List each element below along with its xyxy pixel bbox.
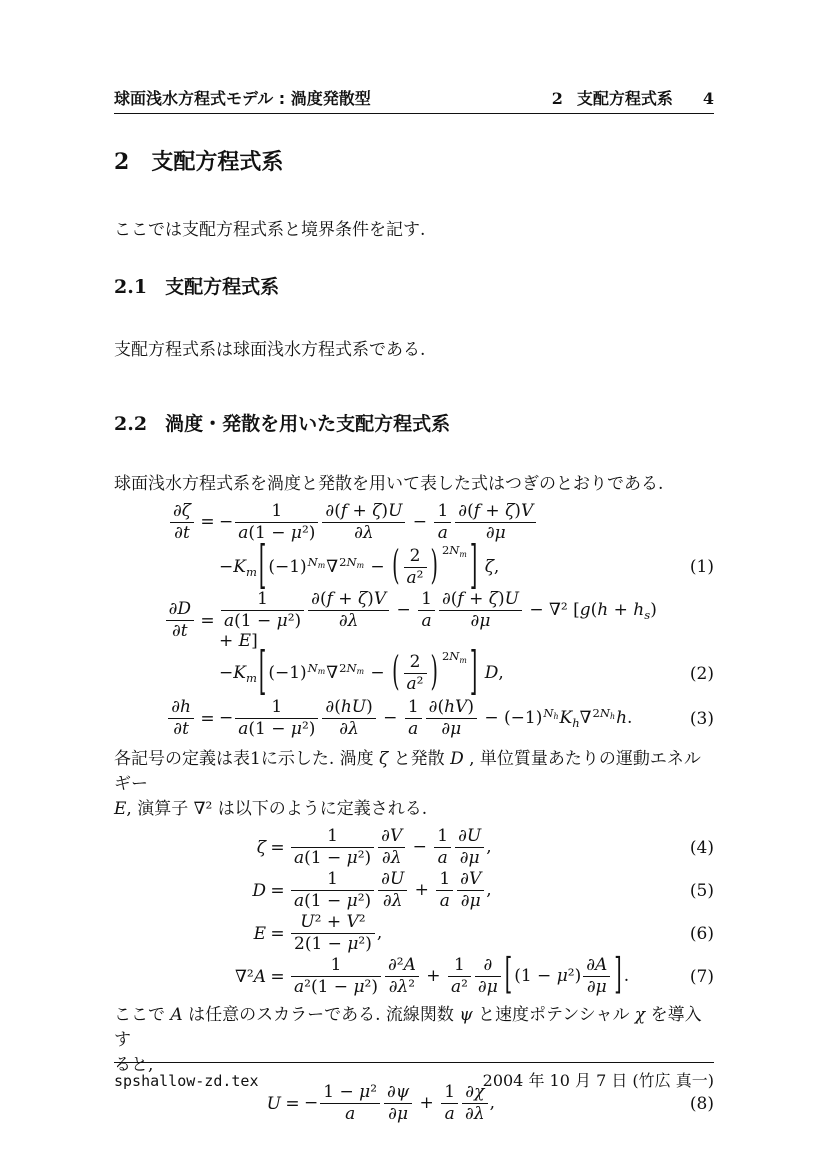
equation-number: (8): [689, 1093, 714, 1114]
fraction: $\frac{1}{a}$: [405, 698, 422, 739]
big-delimiter: ]: [469, 536, 478, 596]
equation-number: (2): [689, 663, 714, 684]
fraction: $\frac{\text{∂²A}}{\text{∂λ²}}$: [385, 956, 419, 997]
equation-number: (3): [689, 708, 714, 729]
equation-group-4-7: [114, 826, 714, 998]
subsection-title: 渦度・発散を用いた支配方程式系: [165, 413, 451, 436]
fraction: $\frac{\text{U² + V²}}{\text{2(1 − μ²)}}$: [291, 913, 375, 954]
fraction: $\frac{2}{\text{a²}}$: [404, 653, 427, 694]
equation-rhs: − $\frac{1}{\text{a(1 − μ²)}}$ $\frac{\partial(f + \zeta)U}{\partial\lambda}$ − $\frac{1}{a}$ $\frac{\partial(f + \zeta)V}{\partial\mu}$: [219, 502, 670, 543]
section-number: 2: [114, 149, 130, 175]
big-delimiter: ): [430, 542, 438, 590]
fraction: $\frac{2}{\text{a²}}$: [404, 547, 427, 588]
big-delimiter: ): [430, 648, 438, 696]
subsection-heading-2-1: [114, 276, 714, 299]
equation-relation: =: [200, 708, 215, 729]
section-title: 支配方程式系: [151, 150, 284, 175]
fraction: $\frac{1}{a}$: [436, 870, 453, 911]
equation-relation: =: [270, 837, 285, 858]
big-delimiter: (: [392, 648, 400, 696]
fraction: $\frac{\partial U}{\partial\lambda}$: [378, 870, 407, 911]
paragraph-symbol-defs-line2: E, 演算子 ∇² は以下のように定義される.: [114, 799, 428, 820]
equation-rhs: $\frac{1}{\text{a(1 − μ²)}}$ $\frac{\partial V}{\partial\lambda}$ − $\frac{1}{a}$ $\frac{\partial U}{\partial\mu}$ ,: [289, 827, 670, 868]
equation-lhs: ∇²A: [235, 966, 266, 987]
equation-lhs: ζ: [256, 837, 266, 858]
equation-group-1-3: [114, 500, 714, 741]
equation-rhs: − $\frac{1}{\text{a(1 − μ²)}}$ $\frac{\partial(hU)}{\partial\lambda}$ − $\frac{1}{a}$ $\frac{\partial(hV)}{\partial\mu}$ − $(-1)^{N_h}K_h\nabla^{2N_h}h$.: [219, 697, 633, 740]
equation-row: [114, 950, 714, 1000]
paragraph-symbol-defs-line1: 各記号の定義は表1に示した. 渦度 ζ と発散 D , 単位質量あたりの運動エネルギー: [114, 749, 701, 795]
paragraph-streamfunction-line1: ここで A は任意のスカラーである. 流線関数 ψ と速度ポテンシャル χ を導入す: [114, 1005, 702, 1051]
equation-row: [114, 696, 714, 741]
fraction: $\frac{1}{\text{a(1 − μ²)}}$: [235, 698, 318, 739]
big-delimiter: [: [258, 642, 267, 702]
section-heading-2: [114, 149, 714, 176]
equation-relation: =: [200, 610, 215, 631]
fraction: $\frac{\partial V}{\partial\mu}$: [457, 870, 484, 911]
equation-lhs: [114, 698, 196, 739]
page-footer: [114, 1062, 714, 1091]
fraction: $\frac{\partial}{\partial\mu}$: [475, 956, 501, 997]
fraction: $\frac{1}{a}$: [434, 827, 451, 868]
fraction: $\frac{\text{1 − μ²}}{a}$: [320, 1083, 380, 1124]
subsection-number: 2.1: [114, 276, 148, 299]
fraction: $\frac{\partial(f + \zeta)V}{\partial\mu}$: [455, 502, 536, 543]
equation-lhs: D: [252, 880, 266, 901]
big-delimiter: ]: [469, 642, 478, 702]
fraction: $\frac{\partial D}{\partial t}$: [166, 600, 194, 641]
fraction: $\frac{1}{\text{a(1 − μ²)}}$: [291, 827, 374, 868]
fraction: $\frac{1}{\text{a²}}$: [448, 956, 471, 997]
fraction: $\frac{1}{a}$: [434, 502, 451, 543]
equation-row: [114, 590, 714, 651]
equation-row: [114, 912, 714, 955]
footer-rule: [114, 1062, 714, 1063]
equation-number: (5): [689, 880, 714, 901]
fraction: $\frac{\partial\chi}{\partial\lambda}$: [462, 1083, 488, 1124]
equation-row: [114, 826, 714, 869]
fraction: $\frac{\partial\psi}{\partial\mu}$: [384, 1083, 412, 1124]
fraction: $\frac{\partial h}{\partial t}$: [168, 698, 194, 739]
fraction: $\frac{\partial\zeta}{\partial t}$: [170, 502, 194, 543]
fraction: $\frac{1}{a}$: [418, 590, 435, 631]
big-delimiter: [: [258, 536, 267, 596]
equation-relation: =: [270, 966, 285, 987]
paragraph-governing: 支配方程式系は球面浅水方程式系である.: [114, 340, 426, 361]
equation-relation: =: [285, 1093, 300, 1114]
equation-rhs: $\frac{\text{U² + V²}}{\text{2(1 − μ²)}}$ ,: [289, 913, 670, 954]
equation-rhs: $\frac{1}{\text{a(1 − μ²)}}$ $\frac{\partial(f + \zeta)V}{\partial\lambda}$ − $\frac{1}{a}$ $\frac{\partial(f + \zeta)U}{\partial\mu}$ − ∇² $[g(h + h_s) + E]$: [219, 588, 657, 652]
paragraph-intro: ここでは支配方程式系と境界条件を記す.: [114, 220, 426, 241]
equation-row: [114, 642, 714, 702]
fraction: $\frac{\partial V}{\partial\lambda}$: [378, 827, 405, 868]
equation-lhs: [114, 502, 196, 543]
running-header: [114, 86, 714, 107]
equation-rhs: $\frac{1}{\text{a(1 − μ²)}}$ $\frac{\partial U}{\partial\lambda}$ + $\frac{1}{a}$ $\frac{\partial V}{\partial\mu}$ ,: [289, 870, 670, 911]
fraction: $\frac{1}{\text{a²(1 − μ²)}}$: [291, 956, 381, 997]
big-delimiter: ]: [614, 950, 622, 1000]
subsection-number: 2.2: [114, 413, 148, 436]
fraction: $\frac{1}{\text{a(1 − μ²)}}$: [291, 870, 374, 911]
fraction: $\frac{\partial(f + \zeta)V}{\partial\lambda}$: [308, 590, 389, 631]
big-delimiter: (: [392, 542, 400, 590]
equation-rhs: $-K_m$ [ $(-1)^{N_m}\nabla^{2N_m}$ − ( $\frac{2}{\text{a²}}$ ) $^{2N_m}$ ] ζ,: [219, 536, 500, 596]
fraction: $\frac{\partial(f + \zeta)U}{\partial\lambda}$: [322, 502, 405, 543]
header-rule: [114, 113, 714, 114]
fraction: $\frac{1}{\text{a(1 − μ²)}}$: [235, 502, 318, 543]
equation-row: [114, 500, 714, 545]
subsection-title: 支配方程式系: [165, 276, 280, 299]
equation-rhs: $-K_m$ [ $(-1)^{N_m}\nabla^{2N_m}$ − ( $\frac{2}{\text{a²}}$ ) $^{2N_m}$ ] D,: [219, 642, 504, 702]
equation-row: [114, 536, 714, 596]
equation-relation: =: [270, 880, 285, 901]
equation-rhs: − $\frac{\text{1 − μ²}}{a}$ $\frac{\partial\psi}{\partial\mu}$ + $\frac{1}{a}$ $\frac{\partial\chi}{\partial\lambda}$ ,: [304, 1082, 496, 1125]
header-section: [552, 86, 673, 109]
header-title: 球面浅水方程式モデル : 渦度発散型: [114, 89, 371, 108]
page-number: 4: [702, 89, 714, 108]
equation-rhs: $\frac{1}{\text{a²(1 − μ²)}}$ $\frac{\text{∂²A}}{\text{∂λ²}}$ + $\frac{1}{\text{a²}}$ $\frac{\partial}{\partial\mu}$ [ (1 − μ²) $\frac{\partial A}{\partial\mu}$ ] .: [289, 956, 670, 997]
footer-filename: spshallow-zd.tex: [114, 1072, 259, 1090]
equation-row: [114, 869, 714, 912]
fraction: $\frac{\partial(f + \zeta)U}{\partial\mu}$: [439, 590, 522, 631]
equation-lhs: U: [266, 1093, 281, 1114]
equation-number: (6): [689, 923, 714, 944]
fraction: $\frac{\partial(hV)}{\partial\mu}$: [426, 698, 477, 739]
fraction: $\frac{\partial A}{\partial\mu}$: [583, 956, 610, 997]
fraction: $\frac{1}{a}$: [441, 1083, 458, 1124]
paragraph-vorticity-intro: 球面浅水方程式系を渦度と発散を用いて表した式はつぎのとおりである.: [114, 473, 664, 494]
footer-date: 2004 年 10 月 7 日 (竹広 真一): [482, 1071, 714, 1090]
header-section-title: 支配方程式系: [576, 89, 673, 108]
equation-lhs: E: [253, 923, 266, 944]
fraction: $\frac{1}{\text{a(1 − μ²)}}$: [221, 590, 304, 631]
big-delimiter: [: [504, 950, 513, 1000]
fraction: $\frac{\partial(hU)}{\partial\lambda}$: [322, 698, 375, 739]
subsection-heading-2-2: [114, 413, 714, 436]
equation-lhs: [114, 600, 196, 641]
equation-number: (1): [689, 557, 714, 578]
equation-number: (4): [689, 837, 714, 858]
paragraph-streamfunction-line2: ると,: [114, 1055, 154, 1076]
equation-relation: =: [200, 512, 215, 533]
equation-number: (7): [689, 966, 714, 987]
equation-relation: =: [270, 923, 285, 944]
header-section-number: 2: [551, 89, 563, 108]
fraction: $\frac{\partial U}{\partial\mu}$: [455, 827, 484, 868]
